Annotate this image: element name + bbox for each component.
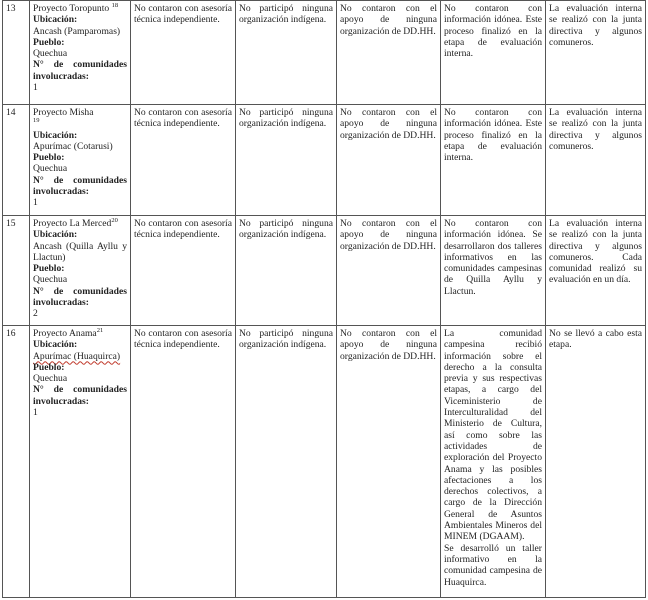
pueblo-value: Quechua <box>33 48 68 60</box>
comunidades-label: N° de comunidades involucradas: <box>33 285 127 309</box>
consultation-table <box>2 0 646 598</box>
informacion-cell: No contaron con información idónea. Se desarrollaron dos talleres informativos en las comunidades campesinas de Quilla Ayllu y Llactun. <box>441 216 546 326</box>
project-name: Proyecto La Merced <box>33 218 112 229</box>
comunidades-value: 2 <box>33 308 38 320</box>
row-number: 16 <box>3 326 30 598</box>
informacion-cell: No contaron con información idónea. Este proceso finalizó en la etapa de evaluación interna. <box>441 105 546 216</box>
project-name: Proyecto Anama <box>33 328 97 339</box>
pueblo-value: Quechua <box>33 274 68 286</box>
asesoria-cell: No contaron con asesoría técnica independiente. <box>131 105 236 216</box>
ubicacion-label: Ubicación: <box>33 229 78 241</box>
comunidades-value: 1 <box>33 82 38 94</box>
pueblo-value: Quechua <box>33 373 68 385</box>
evaluacion-cell: La evaluación interna se realizó con la junta directiva y algunos comuneros. <box>546 1 646 105</box>
pueblo-label: Pueblo: <box>33 263 65 275</box>
comunidades-label: N° de comunidades involucradas: <box>33 59 127 82</box>
informacion-cell <box>441 326 546 598</box>
organizacion-cell: No participó ninguna organización indígena. <box>236 326 337 598</box>
table-row <box>3 216 646 326</box>
pueblo-label: Pueblo: <box>33 152 65 164</box>
footnote-ref: 20 <box>111 216 118 224</box>
project-name: Proyecto Misha <box>33 107 94 118</box>
ubicacion-value: Ancash (Quilla Ayllu y Llactun) <box>33 240 127 263</box>
pueblo-label: Pueblo: <box>33 36 65 48</box>
asesoria-cell: No contaron con asesoría técnica independiente. <box>131 326 236 598</box>
evaluacion-cell: La evaluación interna se realizó con la junta directiva y algunos comuneros. <box>546 105 646 216</box>
informacion-cell: No contaron con información idónea. Este proceso finalizó en la etapa de evaluación interna. <box>441 1 546 105</box>
project-name: Proyecto Toropunto <box>33 3 110 14</box>
comunidades-label: N° de comunidades involucradas: <box>33 174 127 198</box>
informacion-paragraph: La comunidad campesina recibió información sobre el derecho a la consulta previa y sus respectivas etapas, a cargo del Viceministerio de Interculturalidad del Ministerio de Cultura, así como sobre las actividades de exploración del Proyecto Anama y las posibles afectaciones a los derechos colectivos, a cargo de la Dirección General de Asuntos Ambientales Mineros del MINEM (DGAAM). <box>444 328 542 543</box>
table-row <box>3 1 646 105</box>
organizacion-cell: No participó ninguna organización indígena. <box>236 216 337 326</box>
ubicacion-label: Ubicación: <box>33 129 78 141</box>
organizacion-cell: No participó ninguna organización indígena. <box>236 105 337 216</box>
pueblo-label: Pueblo: <box>33 361 65 373</box>
comunidades-value: 1 <box>33 407 38 419</box>
footnote-ref: 18 <box>111 1 119 9</box>
comunidades-value: 1 <box>33 197 38 209</box>
row-number: 13 <box>3 1 30 105</box>
row-number: 15 <box>3 216 30 326</box>
ubicacion-label: Ubicación: <box>33 14 78 26</box>
organizacion-cell: No participó ninguna organización indígena. <box>236 1 337 105</box>
pueblo-value: Quechua <box>33 163 68 175</box>
ddhh-cell: No contaron con el apoyo de ninguna organización de DD.HH. <box>337 216 441 326</box>
project-cell <box>30 326 131 598</box>
footnote-ref: 19 <box>33 117 40 125</box>
ubicacion-value: Apurímac (Cotarusi) <box>33 140 113 152</box>
table-row <box>3 326 646 598</box>
ddhh-cell: No contaron con el apoyo de ninguna organización de DD.HH. <box>337 105 441 216</box>
project-cell <box>30 1 131 105</box>
asesoria-cell: No contaron con asesoría técnica independiente. <box>131 1 236 105</box>
footnote-ref: 21 <box>96 326 104 334</box>
comunidades-label: N° de comunidades involucradas: <box>33 384 127 407</box>
ubicacion-value: Ancash (Pamparomas) <box>33 25 121 37</box>
informacion-paragraph-2: Se desarrolló un taller informativo en la comunidad campesina de Huaquirca. <box>444 542 542 588</box>
table-row <box>3 105 646 216</box>
ubicacion-value: Apurímac (Huaquirca) <box>33 350 121 362</box>
asesoria-cell: No contaron con asesoría técnica independiente. <box>131 216 236 326</box>
ddhh-cell: No contaron con el apoyo de ninguna organización de DD.HH. <box>337 326 441 598</box>
evaluacion-cell: La evaluación interna se realizó con la junta directiva y algunos comuneros. Cada comunidad realizó su evaluación en un día. <box>546 216 646 326</box>
evaluacion-cell: No se llevó a cabo esta etapa. <box>546 326 646 598</box>
project-cell <box>30 216 131 326</box>
project-cell <box>30 105 131 216</box>
ddhh-cell: No contaron con el apoyo de ninguna organización de DD.HH. <box>337 1 441 105</box>
ubicacion-label: Ubicación: <box>33 339 78 351</box>
row-number: 14 <box>3 105 30 216</box>
